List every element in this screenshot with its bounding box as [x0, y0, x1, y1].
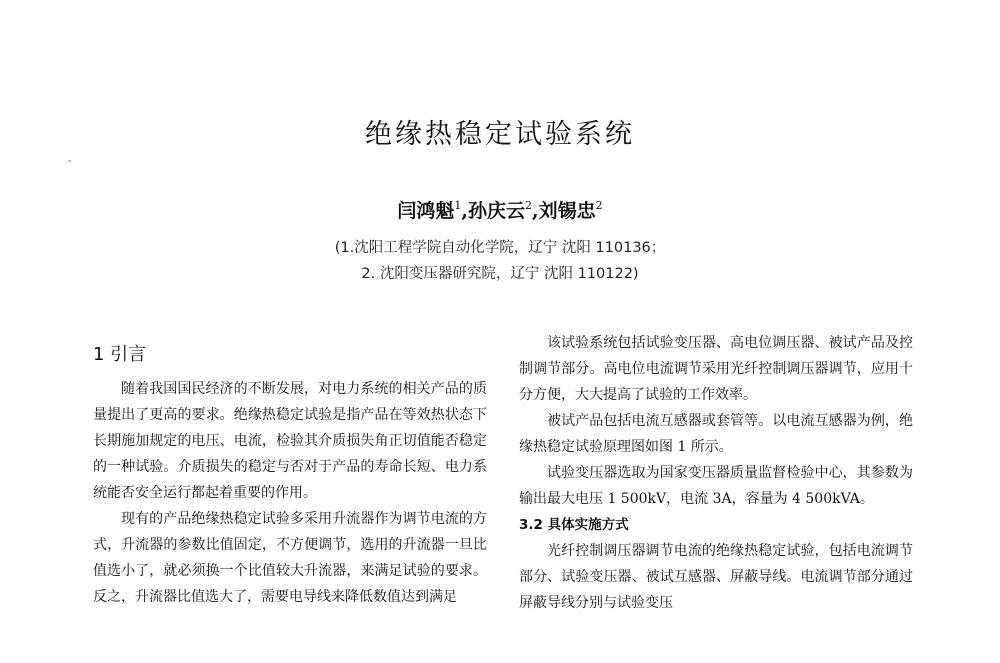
section-heading: 1 引言	[93, 344, 147, 365]
body-paragraph: 该试验系统包括试验变压器、高电位调压器、被试产品及控制调节部分。高电位电流调节采用光纤控制调压器调节，应用十分方便，大大提高了试验的工作效率。	[519, 335, 913, 403]
author-separator: ,	[461, 200, 468, 222]
author-line	[0, 196, 1000, 223]
right-column	[519, 330, 913, 616]
paper-title: 绝缘热稳定试验系统	[365, 119, 635, 150]
affiliation-line: 2. 沈阳变压器研究院，辽宁 沈阳 110122)	[361, 266, 639, 282]
author-mark: 2	[595, 199, 603, 212]
body-paragraph: 光纤控制调压器调节电流的绝缘热稳定试验，包括电流调节部分、试验变压器、被试互感器、屏蔽导线。电流调节部分通过屏蔽导线分别与试验变压	[519, 543, 913, 611]
subsection-heading: 3.2 具体实施方式	[519, 517, 629, 533]
body-paragraph: 随着我国国民经济的不断发展，对电力系统的相关产品的质量提出了更高的要求。绝缘热稳定试验是指产品在等效热状态下长期施加规定的电压、电流，检验其介质损失角正切值能否稳定的一种试验。介质损失的稳定与否对于产品的寿命长短、电力系统能否安全运行都起着重要的作用。	[93, 381, 487, 501]
author-name: 闫鸿魁	[397, 200, 455, 222]
author-name: 刘锡忠	[538, 200, 596, 222]
author-mark: 2	[525, 199, 532, 212]
body-paragraph: 被试产品包括电流互感器或套管等。以电流互感器为例，绝缘热稳定试验原理图如图 1 所示。	[519, 413, 913, 455]
author-mark: 1	[454, 199, 462, 212]
left-column	[93, 330, 487, 610]
author-name: 孙庆云	[467, 200, 525, 222]
scan-speck	[68, 160, 71, 162]
body-paragraph: 试验变压器选取为国家变压器质量监督检验中心，其参数为输出最大电压 1 500kV，电流 3A，容量为 4 500kVA。	[519, 465, 913, 507]
body-paragraph: 现有的产品绝缘热稳定试验多采用升流器作为调节电流的方式，升流器的参数比值固定，不方便调节，选用的升流器一旦比值选小了，就必须换一个比值较大升流器，来满足试验的要求。反之，升流器比值选大了，需要电导线来降低数值达到满足	[93, 511, 487, 605]
author-separator: ,	[532, 200, 539, 222]
affiliation-line: (1.沈阳工程学院自动化学院，辽宁 沈阳 110136；	[334, 240, 666, 256]
